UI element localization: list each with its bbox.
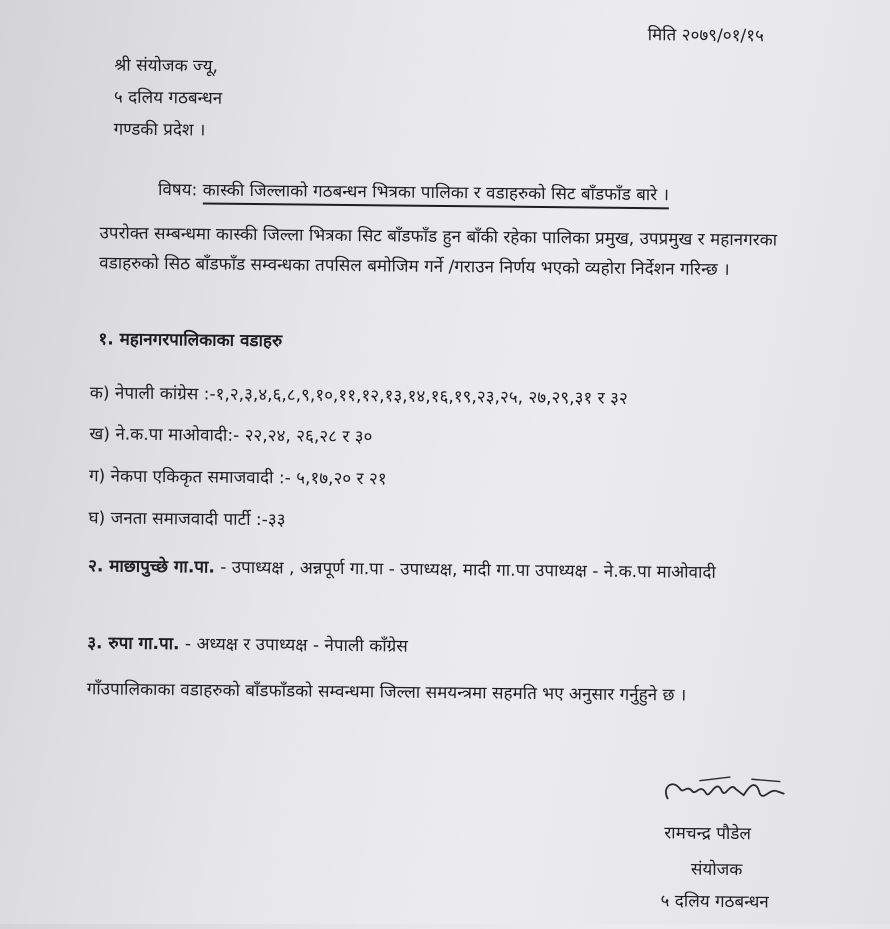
- subject-line: [158, 179, 669, 206]
- section-3-heading: ३. रुपा गा.पा.: [87, 633, 180, 655]
- handwritten-signature: [660, 770, 790, 811]
- signatory-designation: संयोजक: [690, 859, 743, 881]
- signatory-organization: ५ दलिय गठबन्धन: [660, 891, 769, 913]
- section-3-text: - अध्यक्ष र उपाध्यक्ष - नेपाली काँग्रेस: [179, 634, 408, 657]
- subject-text: कास्की जिल्लाको गठबन्धन भित्रका पालिका र वडाहरुको सिट बाँडफाँड बारे ।: [203, 180, 670, 209]
- letter-date: मिति २०७९/०१/१५: [647, 25, 764, 47]
- recipient-line-1: श्री संयोजक ज्यू,: [114, 55, 219, 77]
- section-2-text: - उपाध्यक्ष , अन्नपूर्ण गा.पा - उपाध्यक्ष, मादी गा.पा उपाध्यक्ष - ने.क.पा माओवादी: [214, 557, 716, 583]
- closing-paragraph: गाँउपालिकाका वडाहरुको बाँडफाँडको सम्वन्धमा जिल्ला समयन्त्रमा सहमति भए अनुसार गर्नुहुने छ ।: [86, 679, 687, 706]
- recipient-line-2: ५ दलिय गठबन्धन: [113, 87, 223, 109]
- section-2: [88, 551, 788, 588]
- subject-label: विषय:: [157, 180, 198, 201]
- section-3: [87, 632, 408, 657]
- signatory-name: रामचन्द्र पौडेल: [664, 823, 752, 845]
- section-1-item-ka: क) नेपाली कांग्रेस :-१,२,३,४,६,८,९,१०,११,१२,१३,१४,१६,१९,२३,२५, २७,२९,३१ र ३२: [89, 383, 628, 409]
- section-1-item-kha: ख) ने.क.पा माओवादी:- २२,२४, २६,२८ र ३०: [89, 424, 373, 448]
- recipient-line-3: गण्डकी प्रदेश ।: [113, 119, 206, 141]
- section-2-heading: २. माछापुच्छे गा.पा.: [87, 556, 215, 578]
- section-1-item-gha: घ) जनता समाजवादी पार्टी :-३३: [88, 508, 286, 531]
- section-1-item-ga: ग) नेकपा एकिकृत समाजवादी :- ५,१७,२० र २१: [88, 466, 387, 490]
- body-paragraph: उपरोक्त सम्बन्धमा कास्की जिल्ला भित्रका सिट बाँडफाँड हुन बाँकी रहेका पालिका प्रमुख, उपप्रमुख र महानगरका वडाहरुको सिठ बाँडफाँड सम्वन्धका तपसिल बमोजिम गर्ने /गराउन निर्णय भएको व्यहोरा निर्देशन गरिन्छ ।: [99, 223, 778, 280]
- section-1-heading: १. महानगरपालिकाका वडाहरु: [98, 329, 283, 352]
